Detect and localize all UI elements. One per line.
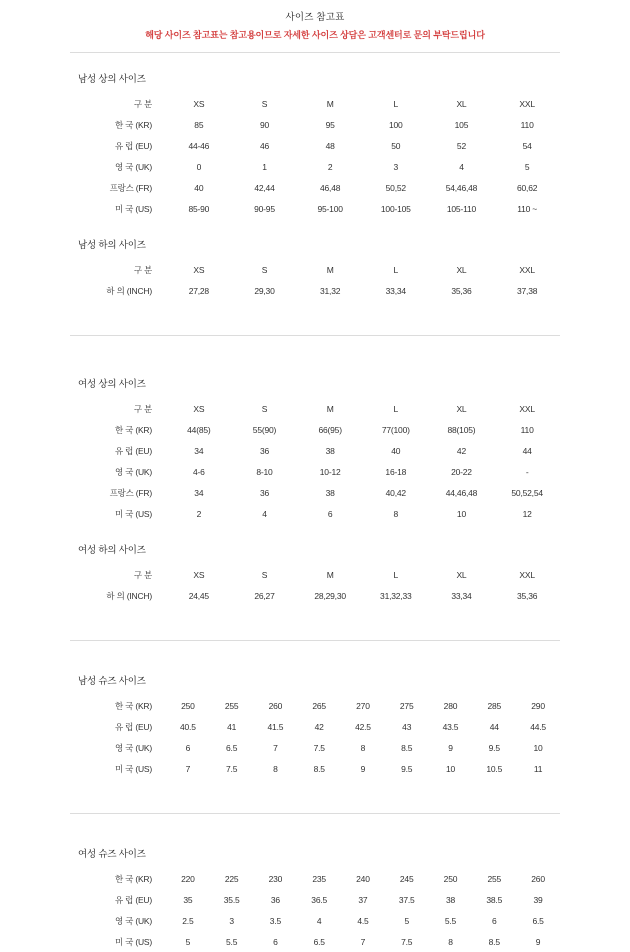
cell: 37 bbox=[358, 894, 368, 905]
cell: 6 bbox=[185, 742, 191, 753]
table-row bbox=[70, 156, 560, 177]
cell: 33,34 bbox=[385, 285, 406, 296]
cell: 8.5 bbox=[313, 763, 325, 774]
column-header: XL bbox=[456, 569, 467, 580]
cell: 255 bbox=[487, 873, 502, 884]
column-header: M bbox=[326, 569, 334, 580]
cell: 0 bbox=[196, 161, 202, 172]
cell: 8 bbox=[273, 763, 278, 774]
cell: 8 bbox=[448, 936, 453, 947]
cell: 50,52,54 bbox=[511, 487, 543, 498]
cell: 110 bbox=[520, 119, 534, 130]
column-header: S bbox=[261, 569, 268, 580]
row-label: 미 국 (US) bbox=[114, 203, 152, 214]
row-label: 영 국 (UK) bbox=[114, 742, 152, 753]
cell: 46 bbox=[259, 140, 270, 151]
cell: 31,32,33 bbox=[380, 590, 412, 601]
cell: 2 bbox=[196, 508, 202, 519]
row-label: 하 의 (INCH) bbox=[106, 590, 152, 601]
cell: 36 bbox=[259, 445, 270, 456]
column-header: M bbox=[326, 403, 334, 414]
cell: 6 bbox=[491, 915, 497, 926]
cell: 280 bbox=[443, 700, 458, 711]
cell: 2 bbox=[327, 161, 333, 172]
cell: 43.5 bbox=[442, 721, 459, 732]
cell: 95-100 bbox=[317, 203, 343, 214]
cell: 8.5 bbox=[401, 742, 413, 753]
cell: 3 bbox=[229, 915, 234, 926]
section-title-women-top: 여성 상의 사이즈 bbox=[78, 379, 146, 390]
cell: 40,42 bbox=[385, 487, 406, 498]
column-header: 구 분 bbox=[133, 264, 152, 275]
cell: 3 bbox=[393, 161, 399, 172]
cell: 5.5 bbox=[226, 936, 238, 947]
cell: 11 bbox=[533, 763, 543, 774]
cell: 44 bbox=[522, 445, 532, 456]
cell: 260 bbox=[268, 700, 283, 711]
cell: 38 bbox=[325, 487, 335, 498]
cell: 110 bbox=[520, 424, 534, 435]
cell: 9 bbox=[535, 936, 541, 947]
row-label: 유 럽 (EU) bbox=[114, 140, 152, 151]
cell: 7.5 bbox=[401, 936, 413, 947]
spacer bbox=[0, 814, 630, 828]
cell: 42 bbox=[314, 721, 324, 732]
cell: 8 bbox=[360, 742, 366, 753]
section-title-men-shoes: 남성 슈즈 사이즈 bbox=[78, 676, 146, 687]
column-header: XXL bbox=[519, 403, 535, 414]
cell: 77(100) bbox=[381, 424, 410, 435]
cell: 29,30 bbox=[254, 285, 275, 296]
spacer bbox=[0, 301, 630, 335]
table-header-row bbox=[70, 93, 560, 114]
column-header: L bbox=[393, 98, 399, 109]
row-label: 미 국 (US) bbox=[114, 508, 152, 519]
table-row bbox=[70, 716, 560, 737]
cell: 230 bbox=[268, 873, 283, 884]
section-men-top bbox=[0, 71, 630, 219]
cell: 100-105 bbox=[380, 203, 411, 214]
cell: 270 bbox=[356, 700, 370, 711]
cell: 6.5 bbox=[226, 742, 238, 753]
column-header: 구 분 bbox=[133, 569, 152, 580]
table-row bbox=[70, 910, 560, 931]
cell: 6 bbox=[273, 936, 278, 947]
cell: 39 bbox=[533, 894, 543, 905]
spacer bbox=[0, 779, 630, 813]
cell: 275 bbox=[399, 700, 414, 711]
cell: 90 bbox=[259, 119, 270, 130]
cell: 3.5 bbox=[269, 915, 282, 926]
row-label: 한 국 (KR) bbox=[114, 424, 152, 435]
cell: 40 bbox=[391, 445, 401, 456]
table-row bbox=[70, 461, 560, 482]
table-row bbox=[70, 482, 560, 503]
row-label: 유 럽 (EU) bbox=[114, 445, 152, 456]
cell: 24,45 bbox=[188, 590, 209, 601]
cell: 26,27 bbox=[254, 590, 275, 601]
cell: 9.5 bbox=[488, 742, 500, 753]
cell: 90-95 bbox=[254, 203, 275, 214]
cell: 31,32 bbox=[320, 285, 341, 296]
cell: 38.5 bbox=[486, 894, 503, 905]
cell: 6.5 bbox=[532, 915, 544, 926]
row-label: 프랑스 (FR) bbox=[109, 182, 152, 193]
cell: 1 bbox=[262, 161, 267, 172]
table-row bbox=[70, 737, 560, 758]
cell: 34 bbox=[194, 445, 204, 456]
column-header: M bbox=[326, 264, 334, 275]
cell: 7.5 bbox=[226, 763, 238, 774]
row-label: 한 국 (KR) bbox=[114, 700, 152, 711]
cell: 36 bbox=[259, 487, 270, 498]
cell: - bbox=[525, 466, 529, 477]
cell: 4-6 bbox=[192, 466, 205, 477]
table-row bbox=[70, 695, 560, 716]
cell: 44,46,48 bbox=[445, 487, 478, 498]
table-women-bottom bbox=[70, 564, 560, 606]
table-row bbox=[70, 198, 560, 219]
table-men-bottom bbox=[70, 259, 560, 301]
cell: 7.5 bbox=[313, 742, 325, 753]
section-title-men-top: 남성 상의 사이즈 bbox=[78, 74, 146, 85]
cell: 8.5 bbox=[488, 936, 500, 947]
cell: 37,38 bbox=[517, 285, 538, 296]
table-row bbox=[70, 280, 560, 301]
row-label: 하 의 (INCH) bbox=[106, 285, 152, 296]
cell: 55(90) bbox=[252, 424, 277, 435]
cell: 100 bbox=[389, 119, 403, 130]
cell: 7 bbox=[185, 763, 191, 774]
cell: 250 bbox=[181, 700, 195, 711]
row-label: 유 럽 (EU) bbox=[114, 894, 152, 905]
table-women-shoes bbox=[70, 868, 560, 952]
table-row bbox=[70, 868, 560, 889]
column-header: S bbox=[261, 98, 268, 109]
section-women-top bbox=[0, 376, 630, 524]
cell: 105 bbox=[454, 119, 469, 130]
cell: 6.5 bbox=[313, 936, 325, 947]
column-header: XS bbox=[193, 403, 205, 414]
table-row bbox=[70, 931, 560, 952]
cell: 235 bbox=[312, 873, 326, 884]
cell: 7 bbox=[273, 742, 278, 753]
cell: 41.5 bbox=[267, 721, 284, 732]
cell: 225 bbox=[224, 873, 239, 884]
cell: 44.5 bbox=[530, 721, 546, 732]
row-label: 영 국 (UK) bbox=[114, 466, 152, 477]
cell: 50,52 bbox=[385, 182, 406, 193]
cell: 28,29,30 bbox=[314, 590, 346, 601]
cell: 10-12 bbox=[319, 466, 341, 477]
column-header: XL bbox=[456, 264, 467, 275]
spacer bbox=[0, 336, 630, 358]
table-row bbox=[70, 440, 560, 461]
cell: 8 bbox=[393, 508, 399, 519]
cell: 7 bbox=[360, 936, 366, 947]
cell: 8-10 bbox=[256, 466, 273, 477]
table-header-row bbox=[70, 564, 560, 585]
cell: 88(105) bbox=[447, 424, 476, 435]
table-row bbox=[70, 585, 560, 606]
section-title-men-bottom: 남성 하의 사이즈 bbox=[78, 240, 146, 251]
row-label: 영 국 (UK) bbox=[114, 915, 152, 926]
page-header bbox=[0, 0, 630, 47]
row-label: 한 국 (KR) bbox=[114, 119, 152, 130]
cell: 35 bbox=[183, 894, 193, 905]
header-divider bbox=[70, 52, 560, 53]
table-header-row bbox=[70, 259, 560, 280]
cell: 9 bbox=[360, 763, 366, 774]
cell: 44(85) bbox=[187, 424, 211, 435]
column-header: M bbox=[326, 98, 334, 109]
table-row bbox=[70, 889, 560, 910]
cell: 16-18 bbox=[385, 466, 407, 477]
column-header: 구 분 bbox=[133, 403, 152, 414]
column-header: XXL bbox=[519, 98, 535, 109]
column-header: XL bbox=[456, 98, 467, 109]
cell: 5 bbox=[185, 936, 191, 947]
cell: 36.5 bbox=[311, 894, 328, 905]
table-header-row bbox=[70, 398, 560, 419]
column-header: L bbox=[393, 403, 399, 414]
cell: 42.5 bbox=[355, 721, 371, 732]
cell: 42 bbox=[456, 445, 466, 456]
row-label: 프랑스 (FR) bbox=[109, 487, 152, 498]
row-label: 유 럽 (EU) bbox=[114, 721, 152, 732]
cell: 9 bbox=[448, 742, 453, 753]
cell: 6 bbox=[327, 508, 333, 519]
cell: 27,28 bbox=[188, 285, 209, 296]
column-header: XL bbox=[456, 403, 467, 414]
cell: 10 bbox=[533, 742, 543, 753]
row-label: 미 국 (US) bbox=[114, 936, 152, 947]
cell: 4.5 bbox=[357, 915, 369, 926]
cell: 43 bbox=[402, 721, 412, 732]
cell: 255 bbox=[224, 700, 239, 711]
cell: 85-90 bbox=[188, 203, 210, 214]
cell: 290 bbox=[531, 700, 545, 711]
notice-text: 해당 사이즈 참고표는 참고용이므로 자세한 사이즈 상담은 고객센터로 문의 부탁드립니다 bbox=[145, 30, 485, 40]
cell: 265 bbox=[312, 700, 326, 711]
cell: 250 bbox=[443, 873, 458, 884]
cell: 5 bbox=[524, 161, 530, 172]
section-men-bottom bbox=[0, 237, 630, 301]
cell: 110 ~ bbox=[517, 203, 538, 214]
cell: 35,36 bbox=[451, 285, 472, 296]
cell: 285 bbox=[487, 700, 502, 711]
cell: 260 bbox=[531, 873, 545, 884]
cell: 35,36 bbox=[517, 590, 538, 601]
column-header: S bbox=[261, 403, 268, 414]
cell: 33,34 bbox=[451, 590, 472, 601]
section-title-women-shoes: 여성 슈즈 사이즈 bbox=[78, 849, 146, 860]
cell: 44-46 bbox=[188, 140, 210, 151]
cell: 46,48 bbox=[320, 182, 341, 193]
cell: 38 bbox=[445, 894, 455, 905]
cell: 220 bbox=[181, 873, 195, 884]
cell: 85 bbox=[194, 119, 204, 130]
cell: 4 bbox=[316, 915, 322, 926]
column-header: XS bbox=[193, 98, 205, 109]
table-row bbox=[70, 135, 560, 156]
cell: 40 bbox=[194, 182, 204, 193]
cell: 4 bbox=[262, 508, 267, 519]
cell: 10 bbox=[445, 763, 455, 774]
cell: 105-110 bbox=[446, 203, 477, 214]
table-row bbox=[70, 758, 560, 779]
cell: 66(95) bbox=[318, 424, 342, 435]
row-label: 한 국 (KR) bbox=[114, 873, 152, 884]
table-women-top bbox=[70, 398, 560, 524]
table-row bbox=[70, 503, 560, 524]
column-header: L bbox=[393, 569, 399, 580]
cell: 54,46,48 bbox=[445, 182, 478, 193]
cell: 95 bbox=[325, 119, 335, 130]
section-women-bottom bbox=[0, 542, 630, 606]
cell: 10.5 bbox=[486, 763, 503, 774]
column-header: S bbox=[261, 264, 268, 275]
table-row bbox=[70, 177, 560, 198]
cell: 36 bbox=[270, 894, 280, 905]
cell: 10 bbox=[456, 508, 466, 519]
section-title-women-bottom: 여성 하의 사이즈 bbox=[78, 545, 146, 556]
row-label: 미 국 (US) bbox=[114, 763, 152, 774]
table-row bbox=[70, 419, 560, 440]
cell: 44 bbox=[489, 721, 499, 732]
table-row bbox=[70, 114, 560, 135]
column-header: XS bbox=[193, 264, 205, 275]
cell: 5 bbox=[404, 915, 409, 926]
cell: 5.5 bbox=[444, 915, 457, 926]
cell: 240 bbox=[356, 873, 370, 884]
cell: 50 bbox=[391, 140, 401, 151]
table-men-shoes bbox=[70, 695, 560, 779]
cell: 48 bbox=[325, 140, 335, 151]
cell: 38 bbox=[325, 445, 335, 456]
cell: 4 bbox=[459, 161, 464, 172]
cell: 9.5 bbox=[401, 763, 413, 774]
cell: 41 bbox=[227, 721, 237, 732]
table-men-top bbox=[70, 93, 560, 219]
cell: 37.5 bbox=[398, 894, 415, 905]
column-header: XXL bbox=[519, 569, 535, 580]
cell: 60,62 bbox=[517, 182, 538, 193]
cell: 52 bbox=[456, 140, 466, 151]
column-header: 구 분 bbox=[133, 98, 152, 109]
column-header: L bbox=[393, 264, 399, 275]
cell: 34 bbox=[194, 487, 204, 498]
section-men-shoes bbox=[0, 673, 630, 779]
spacer bbox=[0, 641, 630, 655]
row-label: 영 국 (UK) bbox=[114, 161, 152, 172]
cell: 12 bbox=[522, 508, 532, 519]
section-women-shoes bbox=[0, 846, 630, 952]
spacer bbox=[0, 606, 630, 640]
cell: 2.5 bbox=[182, 915, 194, 926]
cell: 40.5 bbox=[180, 721, 196, 732]
cell: 245 bbox=[399, 873, 414, 884]
cell: 42,44 bbox=[254, 182, 275, 193]
cell: 20-22 bbox=[451, 466, 472, 477]
page-title: 사이즈 참고표 bbox=[285, 12, 345, 23]
column-header: XXL bbox=[519, 264, 535, 275]
column-header: XS bbox=[193, 569, 205, 580]
cell: 35.5 bbox=[223, 894, 240, 905]
cell: 54 bbox=[522, 140, 532, 151]
